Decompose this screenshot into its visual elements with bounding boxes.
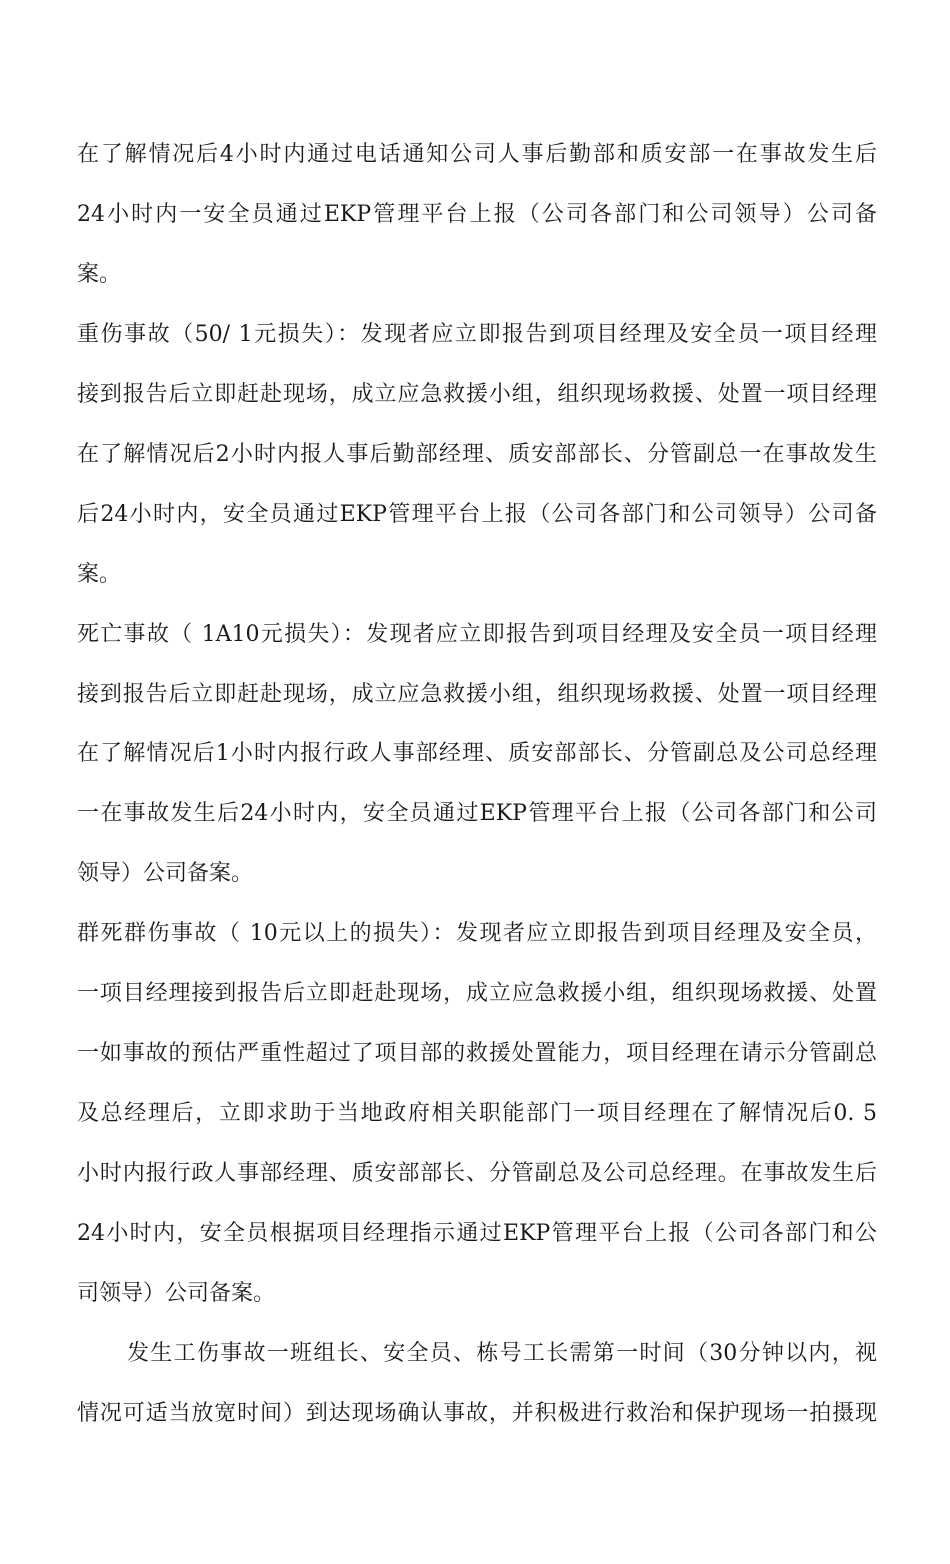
text-line: 在了解情况后1小时内报行政人事部经理、质安部部长、分管副总及公司总经理 [77, 741, 877, 766]
text-line: 24小时内一安全员通过EKP管理平台上报（公司各部门和公司领导）公司备 [77, 202, 877, 227]
text-line: 一项目经理接到报告后立即赶赴现场，成立应急救援小组，组织现场救援、处置 [77, 981, 877, 1006]
text-line: 死亡事故（ 1A10元损失）：发现者应立即报告到项目经理及安全员一项目经理 [77, 622, 877, 647]
text-line: 案。 [77, 262, 122, 287]
text-line: 领导）公司备案。 [77, 861, 254, 886]
text-line: 24小时内，安全员根据项目经理指示通过EKP管理平台上报（公司各部门和公 [77, 1221, 877, 1246]
text-line: 一在事故发生后24小时内，安全员通过EKP管理平台上报（公司各部门和公司 [77, 801, 877, 826]
text-line: 及总经理后，立即求助于当地政府相关职能部门一项目经理在了解情况后0. 5 [77, 1101, 877, 1126]
text-line: 群死群伤事故（ 10元以上的损失）：发现者应立即报告到项目经理及安全员， [77, 921, 877, 946]
text-line: 重伤事故（50/ 1元损失）：发现者应立即报告到项目经理及安全员一项目经理 [77, 322, 877, 347]
text-line: 案。 [77, 562, 122, 587]
text-line: 司领导）公司备案。 [77, 1281, 276, 1306]
text-line: 后24小时内，安全员通过EKP管理平台上报（公司各部门和公司领导）公司备 [77, 502, 877, 527]
text-line: 一如事故的预估严重性超过了项目部的救援处置能力，项目经理在请示分管副总 [77, 1041, 877, 1066]
text-line: 在了解情况后4小时内通过电话通知公司人事后勤部和质安部一在事故发生后 [77, 142, 877, 167]
text-line: 在了解情况后2小时内报人事后勤部经理、质安部部长、分管副总一在事故发生 [77, 442, 877, 467]
text-line: 情况可适当放宽时间）到达现场确认事故，并积极进行救治和保护现场一拍摄现 [77, 1401, 877, 1426]
text-line: 发生工伤事故一班组长、安全员、栋号工长需第一时间（30分钟以内，视 [127, 1341, 877, 1366]
text-line: 接到报告后立即赶赴现场，成立应急救援小组，组织现场救援、处置一项目经理 [77, 682, 877, 707]
text-line: 小时内报行政人事部经理、质安部部长、分管副总及公司总经理。在事故发生后 [77, 1161, 877, 1186]
text-line: 接到报告后立即赶赴现场，成立应急救援小组，组织现场救援、处置一项目经理 [77, 382, 877, 407]
